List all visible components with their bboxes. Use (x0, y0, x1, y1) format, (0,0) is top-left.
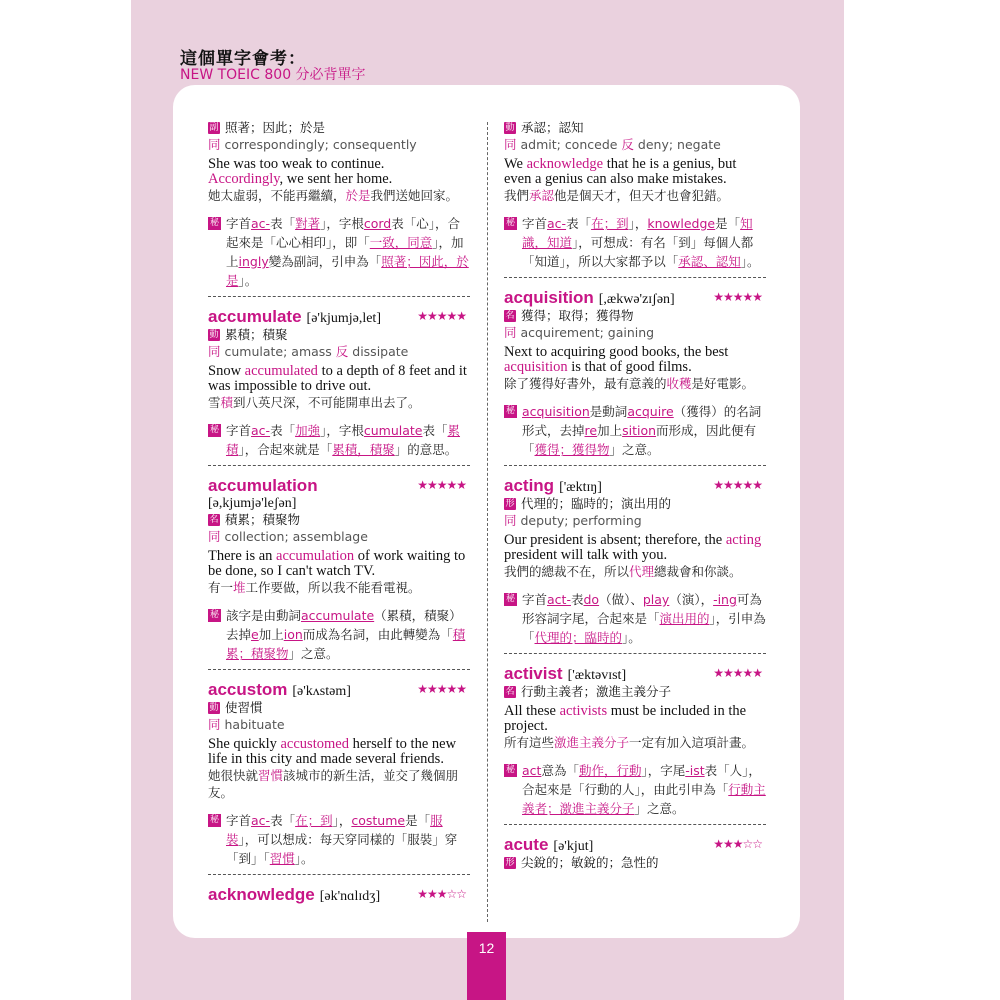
tip-text: 」，字根 (320, 423, 364, 438)
part-of-speech-badge: 名 (505, 311, 515, 321)
tip-highlight: acquisition (522, 404, 590, 419)
example-translation (208, 394, 470, 411)
translation-text: 所有這些 (504, 735, 555, 750)
example-highlight: acting (725, 532, 762, 548)
header-title: 這個單字會考： (180, 49, 306, 69)
dictionary-entry (208, 307, 470, 466)
column-divider (487, 122, 488, 922)
antonym-label: 反 (331, 344, 353, 359)
right-column (504, 120, 766, 881)
mnemonic-tip (504, 214, 766, 278)
example-text: She was too weak to continue. (208, 156, 385, 172)
tip-text: 是「 (405, 813, 431, 828)
example-text: She quickly (208, 736, 281, 752)
frequency-stars: ★★★★★ (713, 666, 762, 680)
tip-body (522, 590, 766, 647)
example-text: Next to acquiring good books, the best (504, 344, 729, 360)
tip-highlight: 獲得；獲得物 (534, 442, 610, 457)
tip-badge: 秘 (505, 406, 515, 416)
example-text: of work waiting to be done, so I can't watch TV. (208, 548, 466, 579)
headword: acting (504, 476, 555, 495)
tip-highlight: -ist (685, 763, 705, 778)
synonyms (208, 716, 470, 733)
tip-text: 」之意。 (609, 442, 660, 457)
headword: accumulate (208, 307, 302, 326)
example-sentence (208, 157, 470, 187)
example-text: We (504, 156, 527, 172)
translation-highlight: 於是 (345, 188, 371, 203)
synonym-list: correspondingly; consequently (224, 137, 417, 152)
antonym-list: dissipate (352, 344, 409, 359)
tip-text: 字首 (522, 216, 548, 231)
tip-text: 該字是由動詞 (226, 608, 302, 623)
example-text: , we sent her home. (279, 171, 393, 187)
translation-text: 工作要做，所以我不能看電視。 (245, 580, 421, 595)
dictionary-entry (504, 835, 766, 871)
example-highlight: accumulation (276, 548, 355, 564)
tip-badge: 秘 (209, 610, 219, 620)
tip-highlight: 習慣 (269, 851, 295, 866)
pronunciation: [ə'kjumjə,let] (306, 311, 381, 326)
left-column (208, 120, 470, 915)
translation-text: 雪 (208, 395, 221, 410)
headword: accustom (208, 680, 288, 699)
translation-text: 她很快就 (208, 768, 259, 783)
example-text: that he is a genius, but even a genius can also make mistakes. (504, 156, 737, 187)
tip-text: 」，可想成：有名「到」每個人都「知道」，所以大家都予以「 (522, 235, 754, 269)
synonym-list: cumulate; amass (224, 344, 332, 359)
tip-badge: 秘 (505, 218, 515, 228)
synonyms (208, 343, 470, 360)
tip-text: 」，字根 (320, 216, 364, 231)
example-text: There is an (208, 548, 277, 564)
tip-text: 是動詞 (589, 404, 628, 419)
translation-text: 他是個天才，但天才也會犯錯。 (554, 188, 730, 203)
example-text: must be included in the project. (504, 703, 747, 734)
definition-text: 照著；因此；於是 (225, 120, 326, 135)
synonym-label: 同 (504, 513, 521, 528)
example-text: Our president is absent; therefore, the (504, 532, 726, 548)
definition (504, 855, 766, 871)
example-text: is that of good films. (567, 359, 692, 375)
synonyms (208, 528, 470, 545)
tip-body (522, 402, 766, 459)
tip-text: 」之意。 (634, 801, 685, 816)
synonym-label: 同 (208, 344, 225, 359)
antonym-list: deny; negate (637, 137, 721, 152)
tip-text: 」， (628, 216, 648, 231)
part-of-speech-badge: 名 (505, 687, 515, 697)
translation-text: 有一 (208, 580, 234, 595)
translation-text: 是好電影。 (691, 376, 755, 391)
part-of-speech-badge: 動 (209, 330, 219, 340)
tip-text: 」的意思。 (394, 442, 458, 457)
example-sentence (504, 533, 766, 563)
synonyms (504, 136, 766, 153)
example-sentence (504, 704, 766, 734)
tip-highlight: e (251, 627, 259, 642)
tip-highlight: 積累；積聚物 (226, 627, 466, 661)
tip-text: 表「 (270, 813, 296, 828)
tip-body (226, 421, 470, 459)
tip-highlight: 服裝 (226, 813, 443, 847)
frequency-stars: ★★★★★ (713, 478, 762, 492)
tip-highlight: ion (283, 627, 303, 642)
tip-highlight: 照著；因此，於是 (226, 254, 469, 288)
synonym-label: 同 (504, 325, 521, 340)
dictionary-entry (208, 476, 470, 670)
tip-highlight: 代理的；臨時的 (534, 630, 623, 645)
tip-badge: 秘 (209, 815, 219, 825)
headword: acute (504, 835, 549, 854)
example-translation (504, 187, 766, 204)
part-of-speech-badge: 形 (505, 499, 515, 509)
tip-highlight: 動作，行動 (578, 763, 642, 778)
definition-text: 行動主義者；激進主義分子 (521, 684, 672, 699)
definition (504, 308, 766, 324)
definition-text: 承認；認知 (521, 120, 584, 135)
definition-text: 積累；積聚物 (225, 512, 301, 527)
tip-highlight: 在；到 (295, 813, 333, 828)
header-subtitle: NEW TOEIC 800 分必背單字 (180, 67, 366, 83)
tip-text: 變為副詞，引申為「 (268, 254, 382, 269)
definition-text: 使習慣 (225, 700, 263, 715)
tip-highlight: knowledge (647, 216, 716, 231)
tip-highlight: act (522, 763, 542, 778)
tip-text: 」。 (238, 273, 258, 288)
part-of-speech-badge: 名 (209, 515, 219, 525)
mnemonic-tip (208, 811, 470, 875)
example-translation (504, 375, 766, 392)
tip-text: （獲得）的名詞形式，去掉 (522, 404, 762, 438)
translation-text: 一定有加入這項計畫。 (629, 735, 755, 750)
tip-text: 字首 (226, 216, 252, 231)
tip-highlight: 累積，積聚 (332, 442, 395, 457)
tip-text: 表「心」，合起來是「心心相印」，即「 (226, 216, 460, 250)
tip-badge: 秘 (505, 765, 515, 775)
translation-highlight: 代理 (629, 564, 655, 579)
tip-highlight: ingly (238, 254, 269, 269)
translation-text: 到八英尺深，不可能開車出去了。 (233, 395, 421, 410)
translation-highlight: 習慣 (258, 768, 284, 783)
tip-text: 而形成，因此便有「 (522, 423, 757, 457)
tip-text: 」，加上 (226, 235, 464, 269)
example-highlight: accustomed (280, 736, 349, 752)
definition (504, 684, 766, 700)
pronunciation: [ək'nɑlɪdʒ] (319, 889, 381, 904)
example-text: president will talk with you. (504, 547, 668, 563)
frequency-stars: ★★★☆☆ (417, 887, 466, 901)
frequency-stars: ★★★☆☆ (713, 837, 762, 851)
example-translation (504, 563, 766, 580)
tip-body (522, 214, 766, 271)
headword: acknowledge (208, 885, 315, 904)
synonym-list: admit; concede (520, 137, 618, 152)
part-of-speech-badge: 形 (505, 858, 515, 868)
translation-highlight: 堆 (233, 580, 246, 595)
part-of-speech-badge: 動 (505, 123, 515, 133)
synonyms (504, 512, 766, 529)
mnemonic-tip (504, 590, 766, 654)
tip-body (226, 811, 470, 868)
tip-text: 」，合起來就是「 (238, 442, 333, 457)
synonym-list: collection; assemblage (224, 529, 368, 544)
pronunciation-row (208, 496, 470, 512)
example-translation (208, 767, 470, 801)
example-highlight: acknowledge (526, 156, 604, 172)
tip-text: 而成為名詞，由此轉變為「 (302, 627, 453, 642)
translation-highlight: 收穫 (666, 376, 692, 391)
tip-text: 」，引申為「 (522, 611, 766, 645)
tip-text: 表「 (270, 216, 296, 231)
tip-text: 表「 (270, 423, 296, 438)
tip-highlight: 在；到 (591, 216, 629, 231)
pronunciation: [ə,kjumjə'leʃən] (208, 496, 297, 511)
tip-text: （演）， (669, 592, 714, 607)
pronunciation: [,ækwə'zɪʃən] (598, 292, 675, 307)
definition-text: 尖銳的；敏銳的；急性的 (521, 855, 659, 870)
example-sentence (504, 157, 766, 187)
tip-text: 」。 (622, 630, 641, 645)
synonym-list: habituate (224, 717, 285, 732)
synonym-label: 同 (208, 137, 225, 152)
tip-highlight: act- (547, 592, 571, 607)
tip-highlight: ac- (547, 216, 567, 231)
translation-text: 總裁會和你談。 (654, 564, 742, 579)
example-sentence (504, 345, 766, 375)
dictionary-entry (504, 476, 766, 654)
tip-text: 」。 (740, 254, 760, 269)
example-sentence (208, 737, 470, 767)
tip-highlight: 承認、認知 (678, 254, 741, 269)
synonyms (504, 324, 766, 341)
example-text: herself to the new life in this city and made several friends. (208, 736, 457, 767)
definition (208, 700, 470, 716)
tip-text: 表「人」，合起來是「行動的人」，由此引申為「 (522, 763, 761, 797)
definition (208, 327, 470, 343)
translation-highlight: 激進主義分子 (554, 735, 630, 750)
pronunciation: ['æktəvɪst] (567, 668, 627, 683)
example-translation (208, 579, 470, 596)
tip-highlight: play (642, 592, 670, 607)
translation-text: 我們的總裁不在，所以 (504, 564, 630, 579)
translation-text: 該城市的新生活，並交了幾個朋友。 (208, 768, 459, 800)
tip-text: 表 (570, 592, 584, 607)
dictionary-entry (504, 288, 766, 466)
tip-text: 加上 (258, 627, 284, 642)
definition (504, 120, 766, 136)
definition (208, 120, 470, 136)
example-text: All these (504, 703, 560, 719)
tip-text: 字首 (226, 423, 252, 438)
definition-text: 累積；積聚 (225, 327, 288, 342)
tip-highlight: sition (622, 423, 657, 438)
tip-highlight: 一致，同意 (369, 235, 433, 250)
translation-text: 我們送她回家。 (370, 188, 459, 203)
tip-text: 是「 (715, 216, 741, 231)
pronunciation: ['æktɪŋ] (559, 480, 602, 495)
tip-highlight: 加強 (295, 423, 321, 438)
example-highlight: acquisition (504, 359, 568, 375)
example-text: to a depth of 8 feet and it was impossible to drive out. (208, 363, 467, 394)
tip-highlight: 對著 (295, 216, 321, 231)
tip-text: 」。 (294, 851, 314, 866)
tip-text: 加上 (597, 423, 623, 438)
tip-highlight: ac- (251, 423, 271, 438)
mnemonic-tip (208, 421, 470, 466)
page-number: 12 (467, 932, 506, 1000)
mnemonic-tip (208, 214, 470, 297)
tip-badge: 秘 (209, 218, 219, 228)
tip-body (226, 214, 470, 290)
translation-highlight: 積 (220, 395, 234, 410)
pronunciation: [ə'kjut] (553, 839, 594, 854)
translation-text: 她太虛弱，不能再繼續， (208, 188, 346, 203)
tip-body (226, 606, 470, 663)
tip-highlight: accumulate (301, 608, 375, 623)
tip-highlight: cumulate (363, 423, 423, 438)
dictionary-entry (208, 885, 470, 905)
headword: acquisition (504, 288, 594, 307)
dictionary-entry (504, 664, 766, 825)
tip-highlight: re (584, 423, 598, 438)
tip-text: 表「 (566, 216, 592, 231)
example-keyword: Accordingly (208, 171, 280, 187)
tip-text: 」， (332, 813, 352, 828)
tip-text: 字首 (522, 592, 548, 607)
tip-highlight: -ing (713, 592, 737, 607)
tip-text: （做）、 (599, 592, 643, 607)
tip-text: 」，可以想成：每天穿同樣的「服裝」穿「到」「 (226, 832, 458, 866)
frequency-stars: ★★★★★ (713, 290, 762, 304)
definition (504, 496, 766, 512)
part-of-speech-badge: 動 (209, 703, 219, 713)
tip-text: 可為形容詞字尾，合起來是「 (522, 592, 762, 626)
example-highlight: activists (559, 703, 608, 719)
synonym-label: 同 (208, 529, 225, 544)
tip-body (522, 761, 766, 818)
example-translation (504, 734, 766, 751)
mnemonic-tip (504, 402, 766, 466)
definition (208, 512, 470, 528)
definition-text: 獲得；取得；獲得物 (521, 308, 634, 323)
frequency-stars: ★★★★★ (417, 309, 466, 323)
part-of-speech-badge: 副 (209, 123, 219, 133)
tip-highlight: ac- (251, 216, 271, 231)
tip-highlight: 知識，知道 (522, 216, 753, 250)
tip-highlight: do (583, 592, 600, 607)
example-sentence (208, 549, 470, 579)
tip-highlight: 累積 (226, 423, 461, 457)
dictionary-entry (504, 120, 766, 278)
example-text: Snow (208, 363, 245, 379)
headword: accumulation (208, 476, 318, 495)
tip-text: 意為「 (541, 763, 579, 778)
mnemonic-tip (208, 606, 470, 670)
tip-highlight: ac- (251, 813, 271, 828)
tip-text: 字首 (226, 813, 252, 828)
example-highlight: accumulated (244, 363, 318, 379)
mnemonic-tip (504, 761, 766, 825)
example-sentence (208, 364, 470, 394)
tip-highlight: costume (351, 813, 406, 828)
tip-highlight: 演出用的 (659, 611, 710, 626)
pronunciation: [ə'kʌstəm] (292, 684, 351, 699)
synonym-label: 同 (208, 717, 225, 732)
synonym-label: 同 (504, 137, 521, 152)
definition-text: 代理的；臨時的；演出用的 (521, 496, 672, 511)
synonym-list: acquirement; gaining (520, 325, 655, 340)
tip-badge: 秘 (209, 425, 219, 435)
tip-highlight: acquire (627, 404, 674, 419)
translation-highlight: 承認 (529, 188, 555, 203)
tip-highlight: 行動主義者；激進主義分子 (522, 782, 766, 816)
translation-text: 除了獲得好書外，最有意義的 (504, 376, 667, 391)
frequency-stars: ★★★★★ (417, 478, 466, 492)
tip-text: （累積，積聚）去掉 (226, 608, 462, 642)
tip-highlight: cord (363, 216, 392, 231)
tip-badge: 秘 (505, 594, 515, 604)
synonyms (208, 136, 470, 153)
tip-text: 表「 (422, 423, 448, 438)
dictionary-entry (208, 680, 470, 875)
dictionary-entry (208, 120, 470, 297)
translation-text: 我們 (504, 188, 530, 203)
tip-text: 」，字尾 (641, 763, 686, 778)
synonym-list: deputy; performing (520, 513, 642, 528)
antonym-label: 反 (617, 137, 638, 152)
headword: activist (504, 664, 563, 683)
tip-text: 」之意。 (288, 646, 339, 661)
frequency-stars: ★★★★★ (417, 682, 466, 696)
example-translation (208, 187, 470, 204)
